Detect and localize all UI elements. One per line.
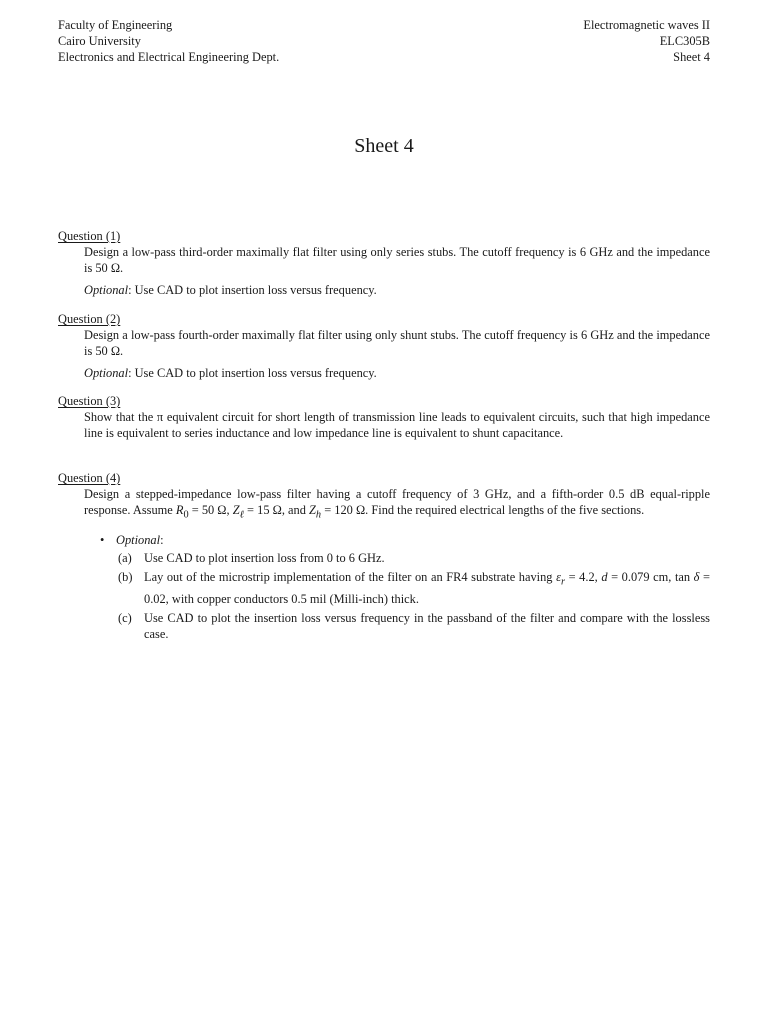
- header-right: [410, 17, 710, 65]
- question-heading: Question (4): [58, 471, 121, 485]
- question-optional: [84, 365, 710, 381]
- zl-symbol: Z: [232, 503, 240, 517]
- bullet-icon: •: [100, 533, 105, 548]
- sub-item-text: = 4.2,: [565, 570, 602, 585]
- question-body: Design a low-pass fourth-order maximally flat filter using only shunt stubs. The cutoff frequency is 6 GHz and the impedance is 50 Ω.: [84, 328, 710, 358]
- zh-symbol: Z: [309, 503, 316, 517]
- optional-sub-list: [118, 550, 710, 641]
- sub-item-text: = 0.079 cm, tan: [607, 570, 694, 585]
- epsilon-symbol: ε: [556, 570, 561, 585]
- question-4: [58, 470, 710, 645]
- sub-item-a: [118, 550, 710, 566]
- header-course-name: Electromagnetic waves II: [583, 18, 710, 32]
- optional-text: : Use CAD to plot insertion loss versus frequency.: [128, 283, 377, 297]
- r0-value: = 50 Ω,: [188, 503, 233, 517]
- sub-item-b: [118, 569, 710, 606]
- question-body: Show that the π equivalent circuit for short length of transmission line leads to equivalent circuits, such that high impedance line is equivalent to series inductance and low impedance line is equivalent to shunt capacitance.: [84, 410, 710, 440]
- body-text: Design a stepped-impedance low-pass filter having a cutoff frequency of 3 GHz, and a fifth-order 0.5 dB equal-ripple response. Assume: [84, 487, 710, 517]
- sub-item-text: Use CAD to plot insertion loss from 0 to 6 GHz.: [144, 551, 385, 566]
- sub-item-text: Lay out of the microstrip implementation of the filter on an FR4 substrate having: [144, 570, 557, 585]
- header-department: Electronics and Electrical Engineering Dept.: [58, 50, 280, 64]
- zh-subscript: h: [315, 509, 322, 521]
- optional-bullet: [100, 532, 710, 548]
- epsilon-subscript: r: [560, 576, 566, 588]
- question-optional: [84, 282, 710, 298]
- delta-symbol: δ: [693, 570, 700, 585]
- optional-colon: :: [160, 533, 164, 548]
- question-body: Design a low-pass third-order maximally flat filter using only series stubs. The cutoff frequency is 6 GHz and the impedance is 50 Ω.: [84, 245, 710, 275]
- question-1: [58, 228, 710, 298]
- header-faculty: Faculty of Engineering: [58, 18, 173, 32]
- sub-item-text: Use CAD to plot the insertion loss versus frequency in the passband of the filter and compare with the lossless case.: [144, 610, 710, 641]
- sub-item-c: [118, 610, 710, 642]
- optional-label: Optional: [84, 366, 129, 380]
- zl-subscript: ℓ: [239, 509, 244, 521]
- r0-symbol: R: [175, 503, 184, 517]
- optional-bullet-block: [100, 532, 710, 641]
- optional-text: : Use CAD to plot insertion loss versus frequency.: [128, 366, 377, 380]
- question-body: [84, 486, 710, 523]
- sub-item-marker: (b): [118, 570, 133, 585]
- question-2: [58, 311, 710, 381]
- header-sheet-number: Sheet 4: [673, 50, 710, 64]
- sub-item-marker: (a): [118, 551, 132, 566]
- question-heading: Question (2): [58, 312, 121, 326]
- page-title: Sheet 4: [354, 135, 414, 157]
- header-course-code: ELC305B: [659, 34, 710, 48]
- optional-label: Optional: [116, 533, 161, 548]
- question-heading: Question (1): [58, 229, 121, 243]
- question-3: [58, 393, 710, 441]
- zl-value: = 15 Ω, and: [243, 503, 310, 517]
- r0-subscript: 0: [183, 509, 189, 521]
- question-heading: Question (3): [58, 394, 121, 408]
- sub-item-marker: (c): [118, 610, 132, 625]
- sub-item-text: = 0.02, with copper conductors 0.5 mil (Milli-inch) thick.: [144, 570, 711, 606]
- optional-label: Optional: [84, 283, 129, 297]
- header-left: [58, 17, 398, 65]
- zh-value: = 120 Ω. Find the required electrical lengths of the five sections.: [321, 503, 645, 517]
- header-university: Cairo University: [58, 34, 141, 48]
- d-symbol: d: [601, 570, 608, 585]
